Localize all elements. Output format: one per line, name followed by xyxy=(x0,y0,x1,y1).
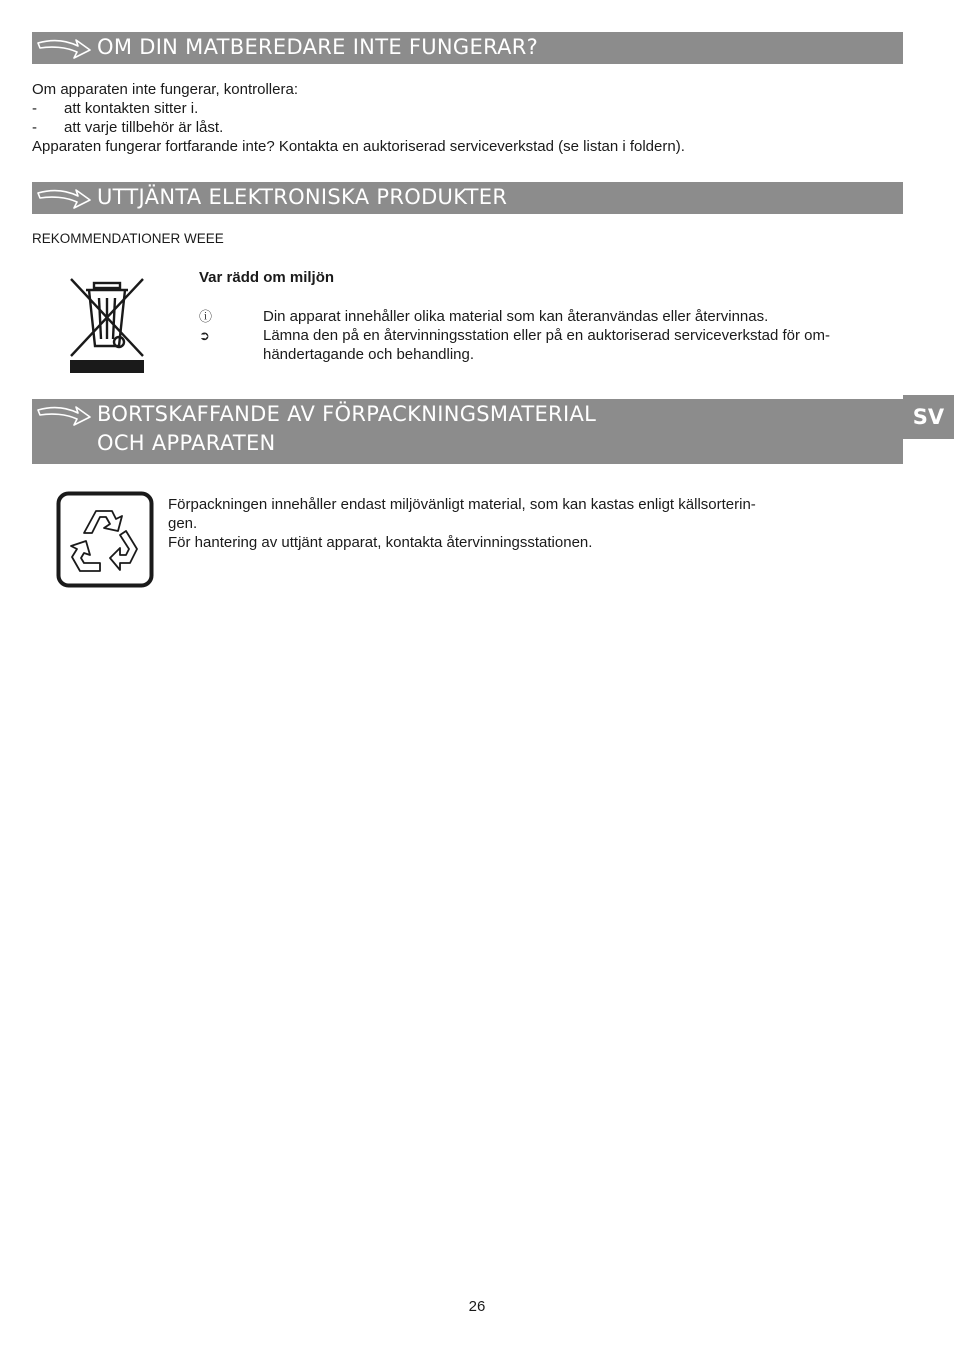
page-number: 26 xyxy=(468,1298,486,1315)
curved-arrow-icon xyxy=(36,186,94,212)
crossed-out-bin-icon xyxy=(68,276,146,374)
curved-arrow-icon xyxy=(36,36,94,62)
list-item-text: händertagande och behandling. xyxy=(263,346,475,363)
list-item xyxy=(32,118,685,137)
section-header-weee xyxy=(32,182,903,214)
section-title: UTTJÄNTA ELEKTRONISKA PRODUKTER xyxy=(97,185,508,209)
list-item-text: Lämna den på en återvinningsstation eller på en auktoriserad serviceverkstad för om- xyxy=(263,327,830,344)
list-item-text: att kontakten sitter i. xyxy=(64,100,199,117)
language-tab: SV xyxy=(903,395,954,439)
list-item-continuation xyxy=(199,345,830,364)
info-icon: ⓘ xyxy=(199,309,213,324)
curved-arrow-icon xyxy=(36,403,94,429)
recycle-icon xyxy=(56,491,154,588)
weee-bold-heading: Var rädd om miljön xyxy=(199,269,335,286)
list-item xyxy=(32,99,685,118)
section-header-troubleshooting xyxy=(32,32,903,64)
disposal-line: För hantering av uttjänt apparat, kontakta återvinningsstationen. xyxy=(168,534,593,551)
list-item-text: att varje tillbehör är låst. xyxy=(64,119,224,136)
weee-subheading: REKOMMENDATIONER WEEE xyxy=(32,231,224,246)
list-item-text: Din apparat innehåller olika material som kan återanvändas eller återvinnas. xyxy=(263,308,769,325)
disposal-text xyxy=(168,495,756,552)
disposal-line: gen. xyxy=(168,515,198,532)
section-header-disposal xyxy=(32,399,903,464)
troubleshooting-text xyxy=(32,80,685,156)
arrow-bullet-icon: ➲ xyxy=(199,328,210,343)
section-title-line: BORTSKAFFANDE AV FÖRPACKNINGSMATERIAL xyxy=(97,402,597,426)
list-dash: - xyxy=(32,119,37,136)
troubleshooting-outro: Apparaten fungerar fortfarande inte? Kontakta en auktoriserad serviceverkstad (se listan i foldern). xyxy=(32,138,685,155)
weee-points xyxy=(199,307,830,364)
list-dash: - xyxy=(32,100,37,117)
disposal-line: Förpackningen innehåller endast miljövänligt material, som kan kastas enligt källsorterin- xyxy=(168,496,756,513)
list-item xyxy=(199,307,830,326)
section-title: OM DIN MATBEREDARE INTE FUNGERAR? xyxy=(97,35,539,59)
list-item xyxy=(199,326,830,345)
section-title-line: OCH APPARATEN xyxy=(97,431,276,455)
troubleshooting-intro: Om apparaten inte fungerar, kontrollera: xyxy=(32,81,298,98)
